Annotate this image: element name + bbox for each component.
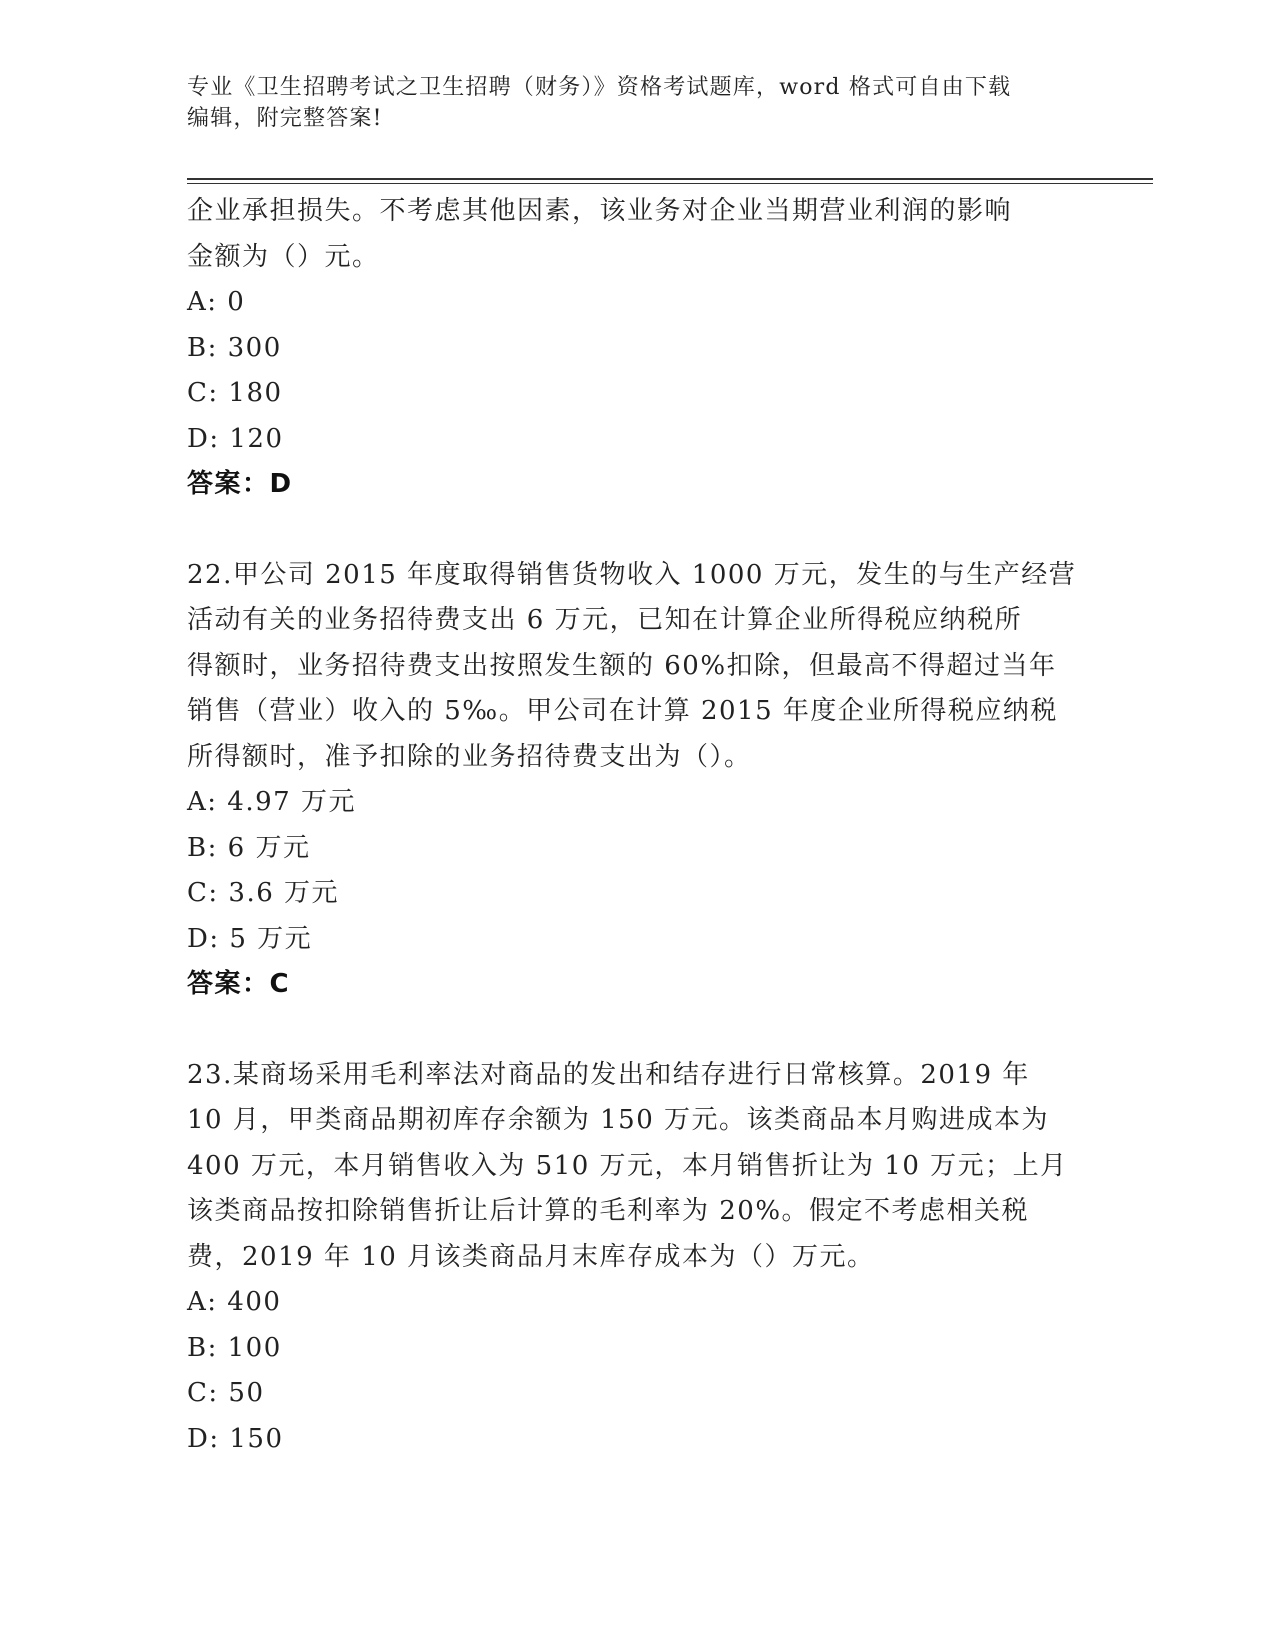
option-a: A: 400 [187,1287,282,1317]
document-header [187,72,1087,134]
question-block [187,1053,1097,1463]
header-divider-thin [187,183,1153,184]
question-block [187,189,1097,508]
option-c: C: 50 [187,1378,265,1408]
answer-line: 答案：D [187,469,293,499]
question-text-line: 得额时，业务招待费支出按照发生额的 60%扣除，但最高不得超过当年 [187,650,1057,681]
option-a: A: 0 [187,287,246,317]
question-text-line: 企业承担损失。不考虑其他因素，该业务对企业当期营业利润的影响 [187,196,1013,226]
question-text-line: 400 万元，本月销售收入为 510 万元，本月销售折让为 10 万元；上月 [187,1150,1068,1181]
header-divider-thick [187,178,1153,180]
question-text-line: 金额为（）元。 [187,241,380,272]
option-a: A: 4.97 万元 [187,787,356,817]
option-b: B: 100 [187,1332,282,1363]
spacer [187,508,1097,553]
option-b: B: 6 万元 [187,832,311,863]
question-text-line: 活动有关的业务招待费支出 6 万元，已知在计算企业所得税应纳税所 [187,605,1023,635]
question-text-line: 该类商品按扣除销售折让后计算的毛利率为 20%。假定不考虑相关税 [187,1196,1030,1226]
question-text-line: 所得额时，准予扣除的业务招待费支出为（）。 [187,741,752,772]
option-c: C: 180 [187,378,283,408]
option-d: D: 120 [187,423,284,454]
question-list [187,189,1097,1462]
question-text-line: 费，2019 年 10 月该类商品月末库存成本为（）万元。 [187,1241,875,1272]
spacer [187,1008,1097,1053]
question-text-line: 22.甲公司 2015 年度取得销售货物收入 1000 万元，发生的与生产经营 [187,559,1077,590]
header-line-2: 编辑，附完整答案! [187,106,383,131]
question-text-line: 销售（营业）收入的 5‰。甲公司在计算 2015 年度企业所得税应纳税 [187,696,1058,726]
option-d: D: 5 万元 [187,923,313,954]
question-text-line: 10 月，甲类商品期初库存余额为 150 万元。该类商品本月购进成本为 [187,1105,1050,1135]
question-block [187,553,1097,1008]
answer-line: 答案：C [187,969,291,999]
question-text-line: 23.某商场采用毛利率法对商品的发出和结存进行日常核算。2019 年 [187,1059,1030,1090]
option-d: D: 150 [187,1423,284,1454]
option-b: B: 300 [187,332,282,363]
option-c: C: 3.6 万元 [187,878,340,908]
header-line-1: 专业《卫生招聘考试之卫生招聘（财务）》资格考试题库，word 格式可自由下载 [187,75,1012,100]
